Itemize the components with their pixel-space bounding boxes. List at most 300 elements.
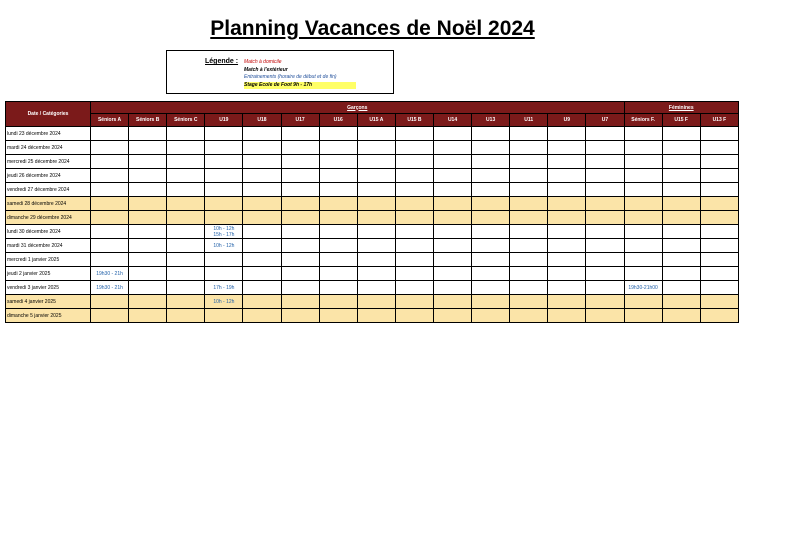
- schedule-cell[interactable]: [510, 127, 548, 141]
- schedule-cell[interactable]: [91, 155, 129, 169]
- schedule-cell[interactable]: [357, 225, 395, 239]
- schedule-cell[interactable]: [243, 197, 281, 211]
- category-header: Séniors F.: [624, 114, 662, 127]
- schedule-cell[interactable]: [281, 183, 319, 197]
- schedule-cell[interactable]: [662, 253, 700, 267]
- schedule-cell[interactable]: [700, 211, 738, 225]
- schedule-cell[interactable]: [319, 211, 357, 225]
- schedule-cell[interactable]: [624, 225, 662, 239]
- schedule-cell[interactable]: [586, 309, 624, 323]
- schedule-cell[interactable]: [700, 239, 738, 253]
- schedule-cell[interactable]: [319, 155, 357, 169]
- schedule-cell[interactable]: [167, 169, 205, 183]
- schedule-cell[interactable]: [395, 169, 433, 183]
- schedule-time: 17h - 19h: [213, 284, 235, 291]
- schedule-cell[interactable]: [586, 295, 624, 309]
- schedule-cell[interactable]: [586, 253, 624, 267]
- schedule-cell[interactable]: [243, 169, 281, 183]
- schedule-cell[interactable]: [700, 127, 738, 141]
- schedule-cell[interactable]: [129, 225, 167, 239]
- legend-box: [166, 50, 394, 94]
- schedule-cell[interactable]: [167, 197, 205, 211]
- schedule-cell[interactable]: [205, 197, 243, 211]
- schedule-time: 10h - 12h: [213, 225, 235, 232]
- schedule-cell[interactable]: [167, 281, 205, 295]
- schedule-cell[interactable]: [472, 225, 510, 239]
- schedule-cell[interactable]: [510, 253, 548, 267]
- schedule-cell[interactable]: [586, 127, 624, 141]
- schedule-cell[interactable]: [91, 239, 129, 253]
- schedule-cell[interactable]: [472, 253, 510, 267]
- category-header: U16: [319, 114, 357, 127]
- table-row: [6, 295, 739, 309]
- legend-training: Entrainements (horaire de début et de fin): [244, 74, 337, 80]
- schedule-cell[interactable]: [357, 127, 395, 141]
- schedule-cell[interactable]: [433, 225, 471, 239]
- schedule-cell[interactable]: [243, 127, 281, 141]
- schedule-cell[interactable]: [510, 239, 548, 253]
- category-header: U15 B: [395, 114, 433, 127]
- schedule-cell[interactable]: [395, 155, 433, 169]
- schedule-cell[interactable]: [205, 267, 243, 281]
- schedule-time: 19h30-21h00: [628, 284, 658, 291]
- schedule-cell[interactable]: [586, 197, 624, 211]
- schedule-cell[interactable]: [91, 225, 129, 239]
- schedule-cell[interactable]: [662, 309, 700, 323]
- schedule-cell[interactable]: [243, 295, 281, 309]
- schedule-cell[interactable]: [357, 155, 395, 169]
- schedule-time: 19h30 - 21h: [96, 270, 123, 277]
- schedule-cell[interactable]: [662, 127, 700, 141]
- schedule-cell[interactable]: [91, 267, 129, 281]
- schedule-cell[interactable]: [548, 295, 586, 309]
- schedule-cell[interactable]: [433, 155, 471, 169]
- schedule-time: 19h30 - 21h: [96, 284, 123, 291]
- schedule-cell[interactable]: [700, 309, 738, 323]
- schedule-cell[interactable]: [395, 141, 433, 155]
- table-row: [6, 183, 739, 197]
- schedule-cell[interactable]: [205, 211, 243, 225]
- legend-stage: Stage Ecole de Foot 9h - 17h: [244, 82, 356, 90]
- category-header: U14: [433, 114, 471, 127]
- schedule-cell[interactable]: [395, 267, 433, 281]
- schedule-cell[interactable]: [395, 211, 433, 225]
- schedule-cell[interactable]: [662, 169, 700, 183]
- schedule-cell[interactable]: [129, 141, 167, 155]
- schedule-cell[interactable]: [624, 183, 662, 197]
- schedule-cell[interactable]: [319, 309, 357, 323]
- date-cell: vendredi 27 décembre 2024: [6, 183, 91, 197]
- schedule-cell[interactable]: [700, 183, 738, 197]
- schedule-cell[interactable]: [433, 295, 471, 309]
- schedule-cell[interactable]: [281, 225, 319, 239]
- schedule-cell[interactable]: [243, 225, 281, 239]
- schedule-cell[interactable]: [205, 183, 243, 197]
- schedule-cell[interactable]: [624, 253, 662, 267]
- schedule-cell[interactable]: [472, 197, 510, 211]
- schedule-cell[interactable]: [167, 295, 205, 309]
- schedule-cell[interactable]: [433, 309, 471, 323]
- schedule-cell[interactable]: [357, 253, 395, 267]
- schedule-cell[interactable]: [624, 295, 662, 309]
- schedule-cell[interactable]: [167, 225, 205, 239]
- schedule-cell[interactable]: [357, 141, 395, 155]
- table-row: [6, 309, 739, 323]
- schedule-cell[interactable]: [395, 295, 433, 309]
- date-cell: jeudi 26 décembre 2024: [6, 169, 91, 183]
- category-header: Séniors A: [91, 114, 129, 127]
- schedule-cell[interactable]: [129, 155, 167, 169]
- schedule-cell[interactable]: [205, 169, 243, 183]
- schedule-cell[interactable]: [357, 295, 395, 309]
- schedule-cell[interactable]: [586, 155, 624, 169]
- date-cell: lundi 30 décembre 2024: [6, 225, 91, 239]
- schedule-cell[interactable]: [243, 211, 281, 225]
- category-header: Séniors C: [167, 114, 205, 127]
- schedule-cell[interactable]: [510, 197, 548, 211]
- schedule-cell[interactable]: [624, 211, 662, 225]
- schedule-cell[interactable]: [281, 239, 319, 253]
- schedule-cell[interactable]: [167, 155, 205, 169]
- schedule-cell[interactable]: [662, 225, 700, 239]
- schedule-cell[interactable]: [129, 239, 167, 253]
- schedule-cell[interactable]: [129, 211, 167, 225]
- schedule-cell[interactable]: [357, 197, 395, 211]
- date-cell: lundi 23 décembre 2024: [6, 127, 91, 141]
- schedule-cell[interactable]: [395, 239, 433, 253]
- schedule-cell[interactable]: [510, 155, 548, 169]
- schedule-cell[interactable]: [395, 197, 433, 211]
- schedule-cell[interactable]: [510, 267, 548, 281]
- schedule-cell[interactable]: [91, 127, 129, 141]
- schedule-cell[interactable]: [662, 155, 700, 169]
- category-header: U7: [586, 114, 624, 127]
- schedule-cell[interactable]: [205, 295, 243, 309]
- schedule-cell[interactable]: [319, 225, 357, 239]
- table-row: [6, 127, 739, 141]
- legend-items: [244, 59, 356, 89]
- date-cell: mercredi 1 janvier 2025: [6, 253, 91, 267]
- schedule-cell[interactable]: [472, 169, 510, 183]
- table-row: [6, 211, 739, 225]
- schedule-cell[interactable]: [205, 141, 243, 155]
- schedule-cell[interactable]: [700, 155, 738, 169]
- page-title: Planning Vacances de Noël 2024: [210, 17, 535, 40]
- schedule-cell[interactable]: [129, 183, 167, 197]
- date-cell: jeudi 2 janvier 2025: [6, 267, 91, 281]
- date-cell: vendredi 3 janvier 2025: [6, 281, 91, 295]
- schedule-cell[interactable]: [395, 253, 433, 267]
- schedule-cell[interactable]: [548, 127, 586, 141]
- schedule-cell[interactable]: [167, 141, 205, 155]
- schedule-cell[interactable]: [129, 309, 167, 323]
- schedule-cell[interactable]: [319, 281, 357, 295]
- table-row: [6, 281, 739, 295]
- schedule-cell[interactable]: [433, 141, 471, 155]
- schedule-cell[interactable]: [662, 295, 700, 309]
- schedule-cell[interactable]: [433, 253, 471, 267]
- schedule-cell[interactable]: [662, 183, 700, 197]
- schedule-cell[interactable]: [395, 183, 433, 197]
- schedule-cell[interactable]: [548, 225, 586, 239]
- schedule-cell[interactable]: [433, 197, 471, 211]
- schedule-cell[interactable]: [624, 169, 662, 183]
- schedule-cell[interactable]: [167, 127, 205, 141]
- schedule-cell[interactable]: [205, 309, 243, 323]
- date-cell: dimanche 29 décembre 2024: [6, 211, 91, 225]
- schedule-cell[interactable]: [167, 309, 205, 323]
- schedule-cell[interactable]: [548, 155, 586, 169]
- schedule-cell[interactable]: [586, 239, 624, 253]
- schedule-cell[interactable]: [205, 281, 243, 295]
- schedule-cell[interactable]: [433, 127, 471, 141]
- schedule-cell[interactable]: [319, 253, 357, 267]
- schedule-cell[interactable]: [281, 253, 319, 267]
- schedule-cell[interactable]: [700, 295, 738, 309]
- schedule-cell[interactable]: [167, 239, 205, 253]
- schedule-cell[interactable]: [357, 309, 395, 323]
- schedule-time: 15h - 17h: [213, 231, 235, 238]
- schedule-cell[interactable]: [129, 281, 167, 295]
- schedule-cell[interactable]: [700, 225, 738, 239]
- table-row: [6, 267, 739, 281]
- schedule-time: 10h - 12h: [213, 242, 235, 249]
- schedule-cell[interactable]: [129, 127, 167, 141]
- date-cell: mercredi 25 décembre 2024: [6, 155, 91, 169]
- schedule-cell[interactable]: [586, 211, 624, 225]
- schedule-cell[interactable]: [91, 169, 129, 183]
- date-cell: samedi 28 décembre 2024: [6, 197, 91, 211]
- category-header: U15 F: [662, 114, 700, 127]
- category-header: Séniors B: [129, 114, 167, 127]
- schedule-cell[interactable]: [243, 309, 281, 323]
- legend-away-match: Match à l'extérieur: [244, 66, 288, 73]
- schedule-cell[interactable]: [357, 239, 395, 253]
- schedule-cell[interactable]: [319, 169, 357, 183]
- legend-label: Légende :: [205, 58, 239, 65]
- schedule-cell[interactable]: [700, 141, 738, 155]
- schedule-cell[interactable]: [662, 281, 700, 295]
- schedule-cell[interactable]: [91, 281, 129, 295]
- schedule-cell[interactable]: [472, 183, 510, 197]
- schedule-cell[interactable]: [624, 127, 662, 141]
- schedule-cell[interactable]: [357, 211, 395, 225]
- schedule-cell[interactable]: [319, 239, 357, 253]
- schedule-cell[interactable]: [548, 197, 586, 211]
- schedule-cell[interactable]: [472, 127, 510, 141]
- table-row: [6, 253, 739, 267]
- schedule-cell[interactable]: [662, 211, 700, 225]
- schedule-cell[interactable]: [510, 211, 548, 225]
- schedule-cell[interactable]: [205, 225, 243, 239]
- schedule-cell[interactable]: [91, 197, 129, 211]
- schedule-cell[interactable]: [91, 183, 129, 197]
- schedule-cell[interactable]: [662, 239, 700, 253]
- schedule-cell[interactable]: [91, 211, 129, 225]
- schedule-cell[interactable]: [281, 295, 319, 309]
- schedule-cell[interactable]: [281, 211, 319, 225]
- category-header: U18: [243, 114, 281, 127]
- category-header-row: [6, 114, 739, 127]
- schedule-cell[interactable]: [662, 197, 700, 211]
- schedule-cell[interactable]: [510, 225, 548, 239]
- schedule-cell[interactable]: [205, 253, 243, 267]
- schedule-cell[interactable]: [319, 183, 357, 197]
- schedule-cell[interactable]: [91, 309, 129, 323]
- schedule-cell[interactable]: [510, 281, 548, 295]
- schedule-cell[interactable]: [395, 225, 433, 239]
- schedule-cell[interactable]: [281, 127, 319, 141]
- schedule-cell[interactable]: [319, 197, 357, 211]
- schedule-cell[interactable]: [205, 155, 243, 169]
- schedule-cell[interactable]: [243, 155, 281, 169]
- category-header: U13: [472, 114, 510, 127]
- schedule-cell[interactable]: [281, 281, 319, 295]
- schedule-cell[interactable]: [395, 281, 433, 295]
- schedule-cell[interactable]: [700, 253, 738, 267]
- table-row: [6, 225, 739, 239]
- schedule-cell[interactable]: [472, 295, 510, 309]
- schedule-cell[interactable]: [472, 281, 510, 295]
- schedule-cell[interactable]: [281, 155, 319, 169]
- schedule-cell[interactable]: [548, 253, 586, 267]
- schedule-cell[interactable]: [281, 197, 319, 211]
- schedule-cell[interactable]: [510, 183, 548, 197]
- schedule-cell[interactable]: [357, 183, 395, 197]
- schedule-cell[interactable]: [357, 169, 395, 183]
- schedule-cell[interactable]: [167, 211, 205, 225]
- schedule-cell[interactable]: [243, 183, 281, 197]
- schedule-cell[interactable]: [548, 281, 586, 295]
- schedule-cell[interactable]: [510, 309, 548, 323]
- schedule-cell[interactable]: [586, 169, 624, 183]
- table-row: [6, 197, 739, 211]
- schedule-cell[interactable]: [548, 169, 586, 183]
- schedule-cell[interactable]: [548, 211, 586, 225]
- schedule-cell[interactable]: [281, 309, 319, 323]
- table-row: [6, 155, 739, 169]
- schedule-cell[interactable]: [662, 141, 700, 155]
- schedule-cell[interactable]: [281, 141, 319, 155]
- category-header: U11: [510, 114, 548, 127]
- schedule-cell[interactable]: [548, 183, 586, 197]
- schedule-cell[interactable]: [167, 183, 205, 197]
- legend-home-match: Match à domicile: [244, 59, 282, 65]
- schedule-cell[interactable]: [510, 295, 548, 309]
- schedule-cell[interactable]: [167, 267, 205, 281]
- schedule-cell[interactable]: [129, 253, 167, 267]
- schedule-cell[interactable]: [624, 239, 662, 253]
- schedule-cell[interactable]: [243, 253, 281, 267]
- schedule-cell[interactable]: [472, 309, 510, 323]
- schedule-cell[interactable]: [472, 239, 510, 253]
- schedule-cell[interactable]: [433, 281, 471, 295]
- schedule-cell[interactable]: [357, 267, 395, 281]
- schedule-cell[interactable]: [700, 267, 738, 281]
- schedule-cell[interactable]: [624, 309, 662, 323]
- schedule-cell[interactable]: [395, 309, 433, 323]
- schedule-cell[interactable]: [586, 281, 624, 295]
- schedule-cell[interactable]: [319, 295, 357, 309]
- schedule-cell[interactable]: [319, 127, 357, 141]
- schedule-cell[interactable]: [510, 141, 548, 155]
- schedule-cell[interactable]: [433, 267, 471, 281]
- schedule-cell[interactable]: [586, 141, 624, 155]
- schedule-cell[interactable]: [472, 211, 510, 225]
- schedule-cell[interactable]: [243, 141, 281, 155]
- planning-table: [5, 101, 739, 323]
- schedule-cell[interactable]: [700, 197, 738, 211]
- date-cell: dimanche 5 janvier 2025: [6, 309, 91, 323]
- schedule-cell[interactable]: [472, 155, 510, 169]
- schedule-cell[interactable]: [129, 197, 167, 211]
- schedule-cell[interactable]: [395, 127, 433, 141]
- category-header: U9: [548, 114, 586, 127]
- schedule-cell[interactable]: [91, 253, 129, 267]
- schedule-cell[interactable]: [624, 267, 662, 281]
- schedule-cell[interactable]: [472, 141, 510, 155]
- schedule-cell[interactable]: [319, 141, 357, 155]
- schedule-cell[interactable]: [624, 197, 662, 211]
- schedule-cell[interactable]: [129, 169, 167, 183]
- schedule-cell[interactable]: [91, 141, 129, 155]
- schedule-cell[interactable]: [586, 183, 624, 197]
- schedule-cell[interactable]: [662, 267, 700, 281]
- table-row: [6, 239, 739, 253]
- schedule-cell[interactable]: [472, 267, 510, 281]
- schedule-cell[interactable]: [433, 183, 471, 197]
- schedule-cell[interactable]: [281, 169, 319, 183]
- schedule-cell[interactable]: [357, 281, 395, 295]
- schedule-cell[interactable]: [586, 267, 624, 281]
- schedule-cell[interactable]: [586, 225, 624, 239]
- schedule-time: 10h - 12h: [213, 298, 235, 305]
- date-cell: mardi 24 décembre 2024: [6, 141, 91, 155]
- schedule-cell[interactable]: [624, 141, 662, 155]
- schedule-cell[interactable]: [167, 253, 205, 267]
- schedule-cell[interactable]: [205, 239, 243, 253]
- schedule-cell[interactable]: [205, 127, 243, 141]
- schedule-cell[interactable]: [510, 169, 548, 183]
- schedule-cell[interactable]: [91, 295, 129, 309]
- schedule-cell[interactable]: [548, 239, 586, 253]
- schedule-cell[interactable]: [243, 239, 281, 253]
- table-row: [6, 141, 739, 155]
- schedule-cell[interactable]: [548, 309, 586, 323]
- schedule-cell[interactable]: [281, 267, 319, 281]
- schedule-cell[interactable]: [433, 239, 471, 253]
- schedule-cell[interactable]: [700, 169, 738, 183]
- schedule-cell[interactable]: [700, 281, 738, 295]
- schedule-cell[interactable]: [243, 267, 281, 281]
- table-body: [6, 127, 739, 323]
- schedule-cell[interactable]: [433, 169, 471, 183]
- date-header: Date / Catégories: [6, 102, 91, 127]
- schedule-cell[interactable]: [129, 295, 167, 309]
- date-cell: mardi 31 décembre 2024: [6, 239, 91, 253]
- schedule-cell[interactable]: [319, 267, 357, 281]
- schedule-cell[interactable]: [129, 267, 167, 281]
- schedule-cell[interactable]: [548, 141, 586, 155]
- category-header: U15 A: [357, 114, 395, 127]
- schedule-cell[interactable]: [243, 281, 281, 295]
- table-row: [6, 169, 739, 183]
- schedule-cell[interactable]: [624, 281, 662, 295]
- schedule-cell[interactable]: [433, 211, 471, 225]
- schedule-cell[interactable]: [624, 155, 662, 169]
- group-garcons-header: Garçons: [91, 102, 625, 114]
- schedule-cell[interactable]: [548, 267, 586, 281]
